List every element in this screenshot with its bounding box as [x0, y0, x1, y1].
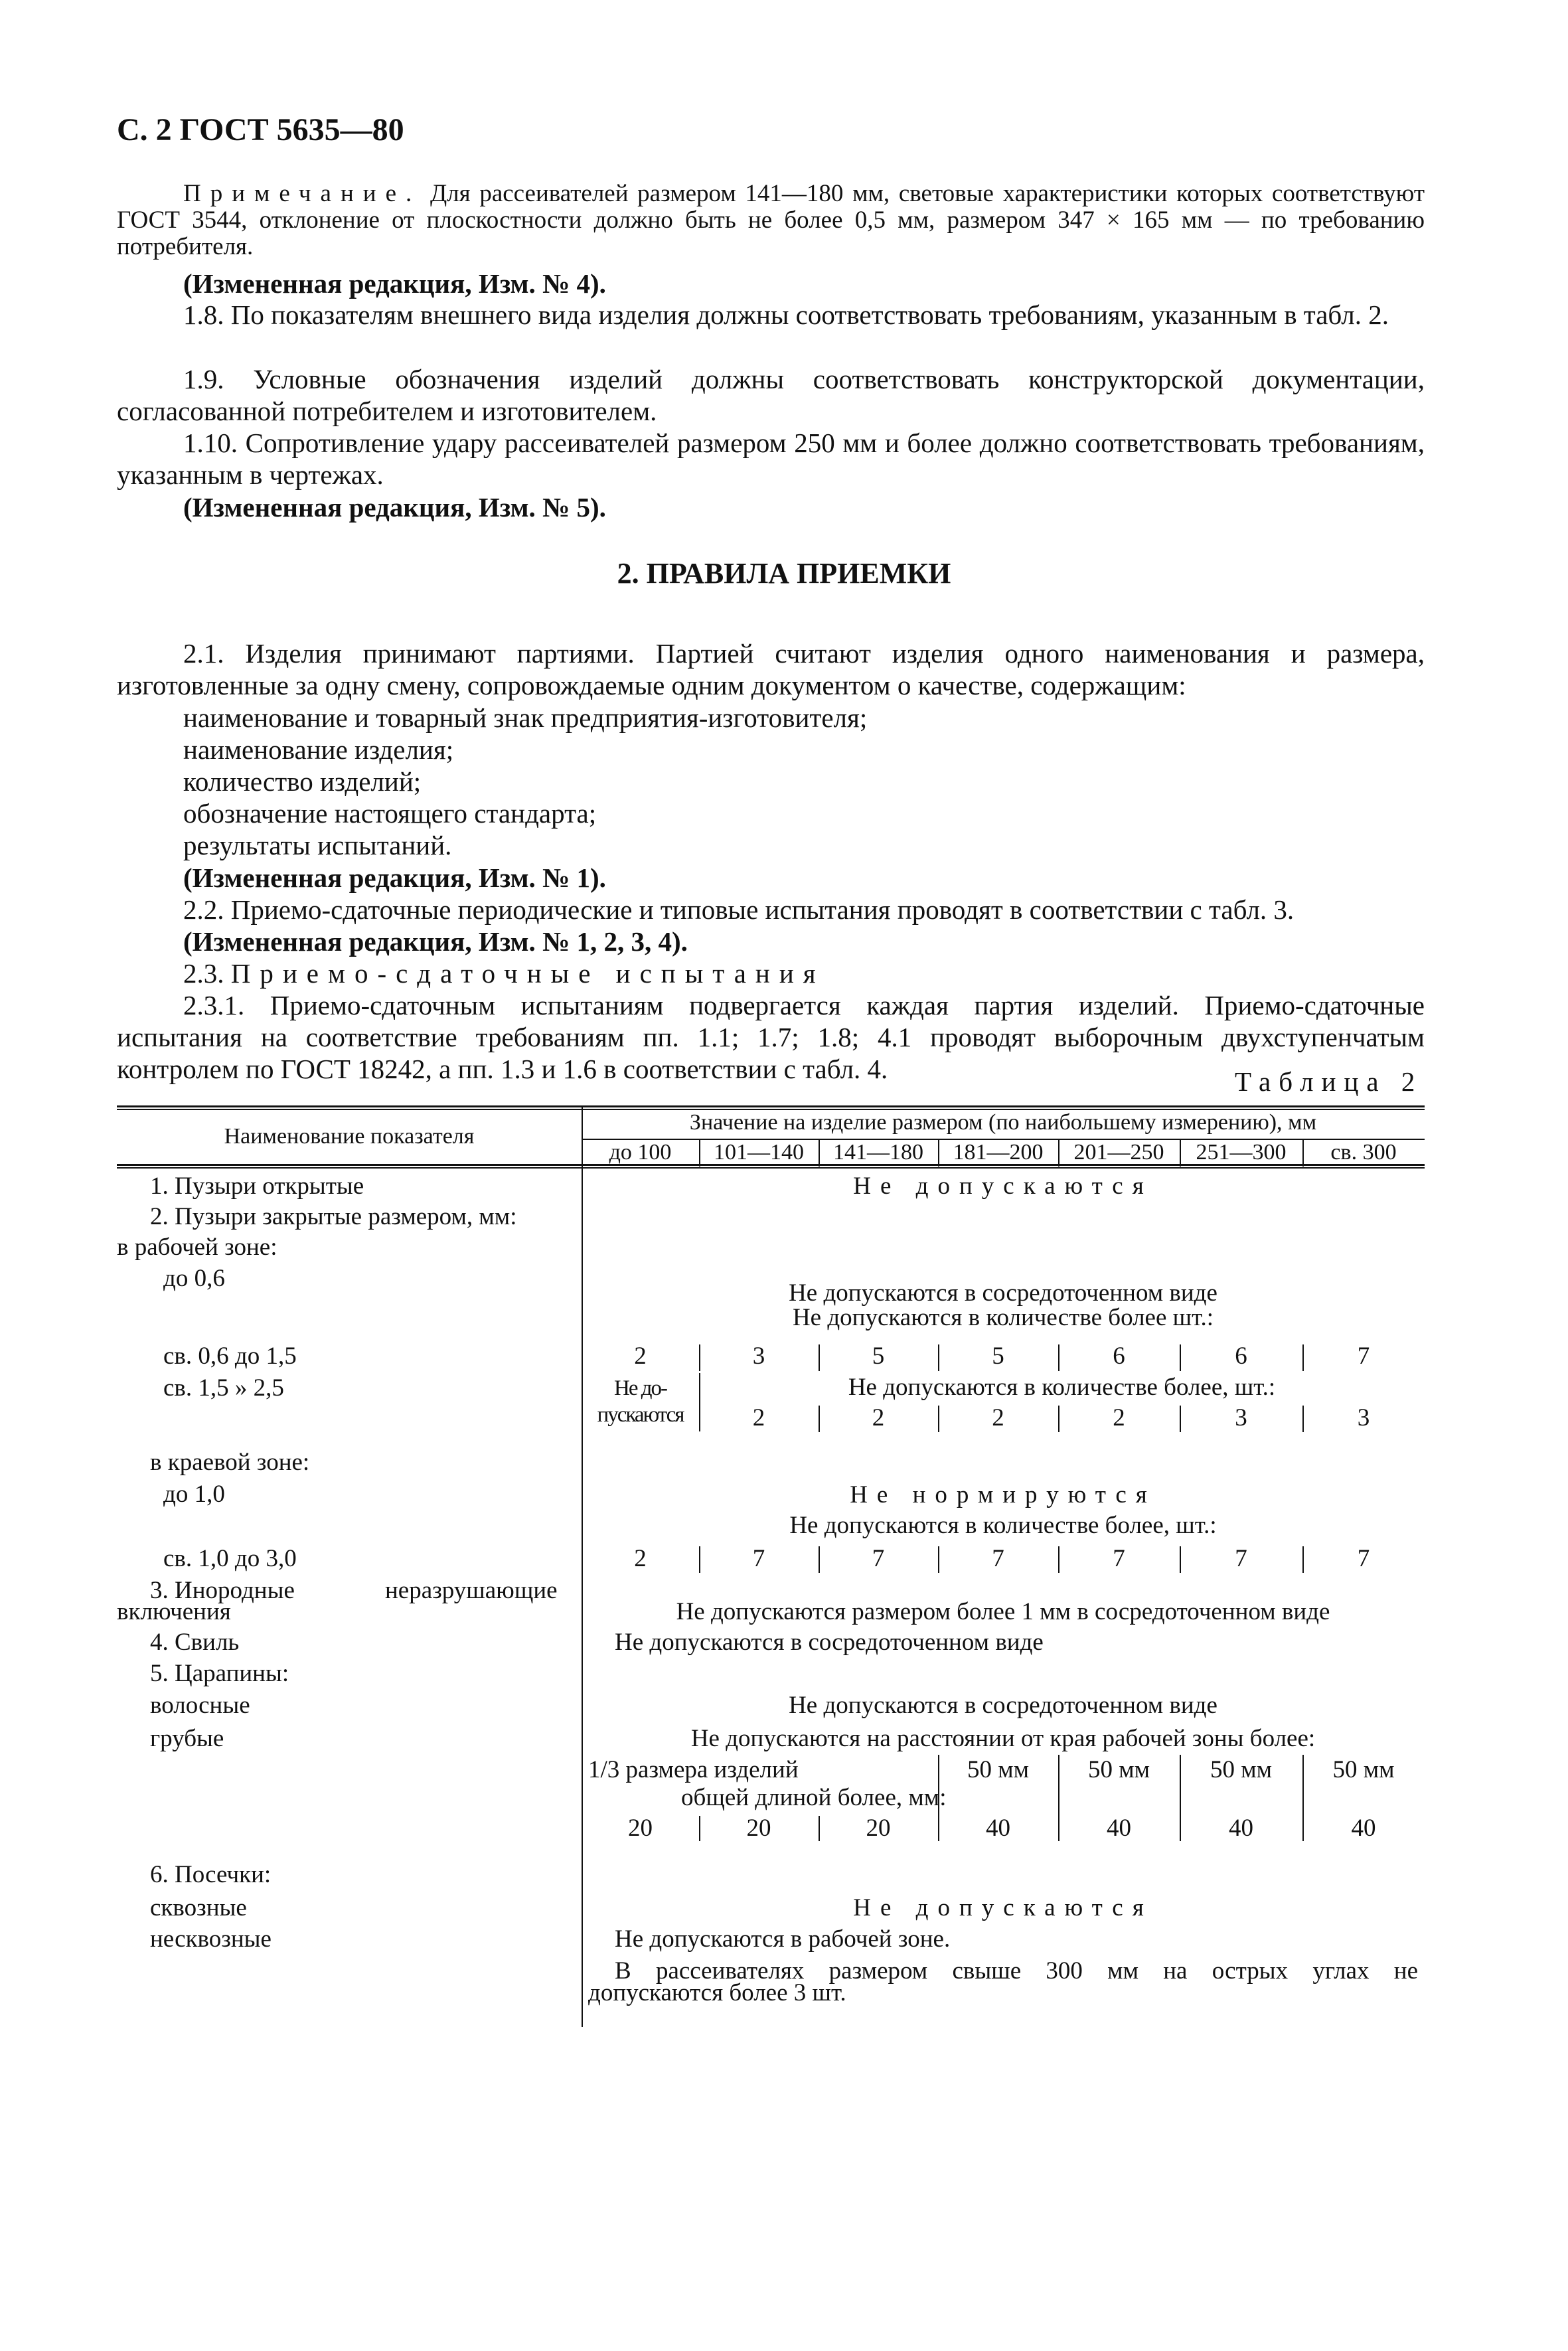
paragraph-1-10: 1.10. Сопротивление удару рассеивателей размером 250 мм и более должно соответствовать требованиям, указанным в чертежах.: [117, 428, 1425, 490]
note-text: Для рассеивателей размером 141—180 мм, световые характеристики которых соответствуют ГОСТ 3544, отклонение от плоскостности должно быть не более 0,5 мм, размером 347 × 165 мм — по требованию потребителя.: [117, 180, 1425, 260]
row-value: Не допускаются размером более 1 мм в сосредоточенном виде: [676, 1598, 1330, 1625]
row-value: 40: [1351, 1815, 1376, 1842]
row-value: 7: [1357, 1342, 1370, 1370]
row-value: 7: [872, 1545, 885, 1572]
row-value: Не до- пускаются: [597, 1376, 684, 1427]
row-sublabel: до 0,6: [163, 1265, 225, 1292]
row-value: 6: [1113, 1342, 1125, 1370]
row-value: 20: [628, 1815, 653, 1842]
row-sublabel: волосные: [150, 1692, 250, 1719]
list-item: количество изделий;: [183, 766, 422, 797]
row-value: Не допускаются в сосредоточенном виде: [789, 1692, 1217, 1719]
paragraph-2-3-title: Приемо-сдаточные испытания: [230, 958, 825, 989]
list-item: наименование и товарный знак предприятия-изготовителя;: [183, 702, 868, 733]
list-2-1: [117, 702, 1425, 861]
row-value-header: Не допускаются в количестве более шт.:: [792, 1304, 1214, 1331]
row-value: Не нормируются: [850, 1481, 1156, 1508]
row-value: 50 мм: [967, 1756, 1030, 1783]
row-label: 5. Царапины:: [150, 1660, 289, 1687]
row-label: 1. Пузыри открытые: [150, 1173, 364, 1200]
row-label: неразрушающие: [385, 1577, 558, 1604]
row-value: Не допускаются в сосредоточенном виде: [615, 1629, 1044, 1656]
col-indicator: Наименование показателя: [224, 1124, 475, 1149]
row-sublabel: св. 0,6 до 1,5: [163, 1342, 297, 1370]
row-sublabel: св. 1,0 до 3,0: [163, 1545, 297, 1572]
row-value: 1/3 размера изделий: [588, 1756, 799, 1783]
row-sublabel: до 1,0: [163, 1481, 225, 1508]
row-value: 50 мм: [1087, 1756, 1150, 1783]
row-value-header: Не допускаются в количестве более, шт.:: [789, 1512, 1217, 1539]
row-label: включения: [117, 1598, 231, 1625]
row-value: 2: [634, 1545, 647, 1572]
paragraph-1-9: 1.9. Условные обозначения изделий должны соответствовать конструкторской документации, согласованной потребителем и изготовителем.: [117, 364, 1425, 426]
edit-note-1234: (Измененная редакция, Изм. № 1, 2, 3, 4).: [183, 926, 688, 957]
row-sublabel: сквозные: [150, 1894, 247, 1921]
row-value: 3: [752, 1342, 765, 1370]
section-heading: 2. ПРАВИЛА ПРИЕМКИ: [617, 557, 951, 590]
row-value: 40: [1229, 1815, 1253, 1842]
row-value: 7: [752, 1545, 765, 1572]
paragraph-2-3-1: 2.3.1. Приемо-сдаточным испытаниям подвергается каждая партия изделий. Приемо-сдаточные испытания на соответствие требованиям пп. 1.1; 1.7; 1.8; 4.1 проводят выборочным двухступенчатым контролем по ГОСТ 18242, а пп. 1.3 и 1.6 в соответствии с табл. 4.: [117, 990, 1425, 1084]
row-value: Не допускаются в рабочей зоне.: [615, 1925, 951, 1953]
row-value: 3: [1357, 1404, 1370, 1431]
row-value-header: Не допускаются в количестве более, шт.:: [848, 1374, 1276, 1401]
row-value: 7: [1357, 1545, 1370, 1572]
row-value: 7: [992, 1545, 1004, 1572]
row-value: Не допускаются в сосредоточенном виде: [789, 1279, 1217, 1307]
col-group-header: Значение на изделие размером (по наибольшему измерению), мм: [689, 1110, 1317, 1135]
col-size: 141—180: [833, 1140, 923, 1165]
row-sublabel: св. 1,5 » 2,5: [163, 1374, 284, 1402]
row-value: 50 мм: [1210, 1756, 1273, 1783]
row-value-header: Не допускаются на расстоянии от края рабочей зоны более:: [690, 1725, 1316, 1752]
paragraph-2-2: 2.2. Приемо-сдаточные периодические и типовые испытания проводят в соответствии с табл. 3.: [183, 894, 1294, 925]
row-sublabel: в рабочей зоне:: [117, 1234, 277, 1261]
row-value: 2: [634, 1342, 647, 1370]
list-item: обозначение настоящего стандарта;: [183, 798, 597, 829]
list-item: результаты испытаний.: [183, 830, 452, 860]
edit-note-4: (Измененная редакция, Изм. № 4).: [183, 268, 606, 299]
note-paragraph: [117, 181, 1425, 260]
row-label: 4. Свиль: [150, 1629, 240, 1656]
row-value: 7: [1235, 1545, 1247, 1572]
col-size: 181—200: [953, 1140, 1044, 1165]
row-label: 2. Пузыри закрытые размером, мм:: [150, 1203, 517, 1230]
row-value: 2: [1113, 1404, 1125, 1431]
row-value: 3: [1235, 1404, 1247, 1431]
row-value: 6: [1235, 1342, 1247, 1370]
row-value: Не допускаются: [853, 1894, 1153, 1921]
row-value: 2: [872, 1404, 885, 1431]
row-value: 2: [992, 1404, 1004, 1431]
row-sublabel: грубые: [150, 1725, 224, 1752]
row-value: 20: [746, 1815, 771, 1842]
row-label: 3. Инородные: [150, 1577, 295, 1604]
row-value: 40: [986, 1815, 1010, 1842]
col-size: 101—140: [714, 1140, 804, 1165]
paragraph-2-3: [117, 957, 1425, 989]
row-value: 5: [992, 1342, 1004, 1370]
paragraph-1-8: 1.8. По показателям внешнего вида изделия должны соответствовать требованиям, указанным в табл. 2.: [183, 299, 1389, 330]
row-value: В рассеивателях размером свыше 300 мм на острых углах не: [615, 1957, 1418, 1985]
paragraph-2-3-number: 2.3.: [183, 958, 224, 989]
page-header: С. 2 ГОСТ 5635—80: [117, 112, 404, 147]
row-value-header: общей длиной более, мм:: [681, 1784, 947, 1811]
col-size: 201—250: [1073, 1140, 1164, 1165]
paragraph-2-1: 2.1. Изделия принимают партиями. Партией считают изделия одного наименования и размера, изготовленные за одну смену, сопровождаемые одним документом о качестве, содержащим:: [117, 638, 1425, 700]
row-value: 20: [866, 1815, 891, 1842]
list-item: наименование изделия;: [183, 734, 454, 765]
row-value: Не допускаются: [853, 1173, 1153, 1200]
col-size: 251—300: [1196, 1140, 1287, 1165]
row-label: 6. Посечки:: [150, 1861, 272, 1888]
row-sublabel: несквозные: [150, 1925, 272, 1953]
row-value: 2: [752, 1404, 765, 1431]
row-value: 7: [1113, 1545, 1125, 1572]
col-size: до 100: [609, 1140, 672, 1165]
row-value: 50 мм: [1332, 1756, 1395, 1783]
col-size: св. 300: [1330, 1140, 1397, 1165]
row-value: допускаются более 3 шт.: [588, 1979, 846, 2006]
edit-note-5: (Измененная редакция, Изм. № 5).: [183, 492, 606, 523]
row-value: 5: [872, 1342, 885, 1370]
note-label: Примечание.: [183, 180, 422, 207]
table-2: [117, 1105, 1425, 2062]
table-caption: Таблица 2: [1235, 1066, 1423, 1097]
row-value: 40: [1107, 1815, 1131, 1842]
edit-note-1: (Измененная редакция, Изм. № 1).: [183, 862, 606, 893]
row-sublabel: в краевой зоне:: [150, 1449, 310, 1476]
